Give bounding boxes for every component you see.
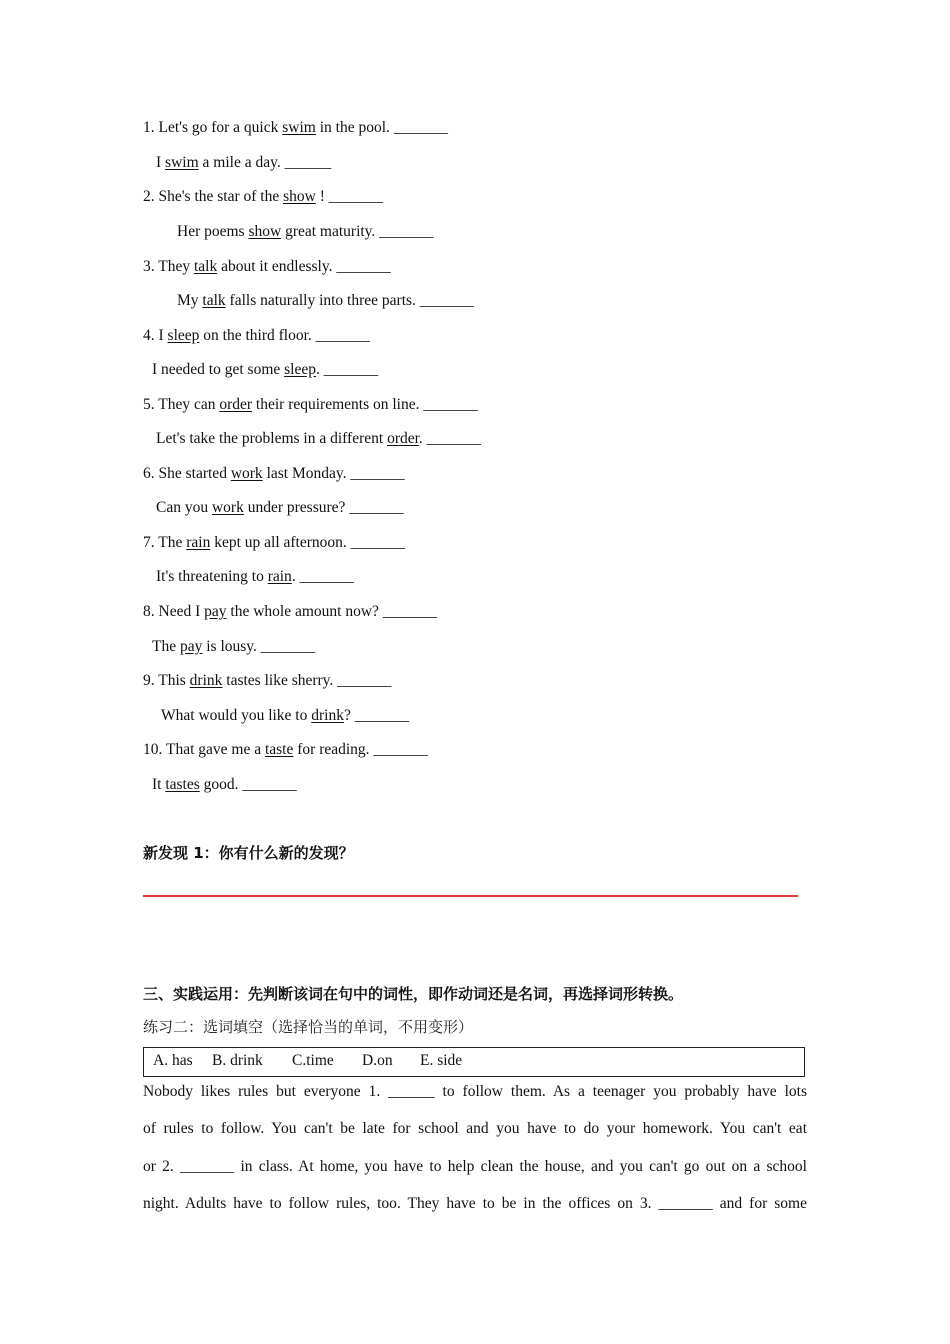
target-word: order (219, 396, 253, 413)
item-1-sentence-b: I swim a mile a day. ______ (156, 154, 332, 171)
target-word: show (248, 223, 282, 240)
target-word: tastes (165, 776, 200, 793)
target-word: taste (264, 741, 294, 758)
passage-line-4: night. Adults have to follow rules, too. They have to be in the offices on 3. _______ and for some (143, 1195, 807, 1212)
item-9-sentence-b: What would you like to drink? _______ (161, 707, 409, 724)
option-a: A. has (153, 1052, 193, 1069)
item-8-sentence-b: The pay is lousy. _______ (152, 638, 316, 655)
target-word: work (230, 465, 263, 482)
section3-title: 三、实践运用：先判断该词在句中的词性，即作动词还是名词，再选择词形转换。 (143, 985, 684, 1003)
item-4-sentence-a: 4. I sleep on the third floor. _______ (143, 327, 370, 344)
discovery-title: 新发现 1：你有什么新的发现？ (143, 844, 354, 862)
item-8-sentence-a: 8. Need I pay the whole amount now? _______ (143, 603, 438, 620)
answer-line (143, 895, 798, 897)
target-word: pay (204, 603, 227, 620)
item-3-sentence-b: My talk falls naturally into three parts. _______ (177, 292, 475, 309)
item-9-sentence-a: 9. This drink tastes like sherry. _______ (143, 672, 392, 689)
passage-line-1: Nobody likes rules but everyone 1. ______ to follow them. As a teenager you probably have lots (143, 1083, 807, 1100)
target-word: rain (267, 568, 292, 585)
word-options-box (143, 1047, 805, 1077)
option-d: D.on (362, 1052, 393, 1069)
passage-line-2: of rules to follow. You can't be late for school and you have to do your homework. You can't eat (143, 1120, 807, 1137)
item-2-sentence-b: Her poems show great maturity. _______ (177, 223, 434, 240)
passage-line-3: or 2. _______ in class. At home, you have to help clean the house, and you can't go out on a school (143, 1158, 807, 1175)
item-3-sentence-a: 3. They talk about it endlessly. _______ (143, 258, 391, 275)
target-word: order (387, 430, 419, 447)
target-word: swim (282, 119, 316, 136)
item-5-sentence-a: 5. They can order their requirements on line. _______ (143, 396, 478, 413)
target-word: talk (193, 258, 218, 275)
target-word: talk (202, 292, 226, 309)
section3-subtitle: 练习二：选词填空（选择恰当的单词，不用变形） (143, 1018, 474, 1036)
target-word: work (211, 499, 244, 516)
target-word: pay (179, 638, 203, 655)
target-word: sleep (284, 361, 316, 378)
item-6-sentence-a: 6. She started work last Monday. _______ (143, 465, 405, 482)
target-word: rain (186, 534, 211, 551)
option-c: C.time (292, 1052, 334, 1069)
item-7-sentence-a: 7. The rain kept up all afternoon. _______ (143, 534, 405, 551)
target-word: sleep (167, 327, 200, 344)
item-10-sentence-a: 10. That gave me a taste for reading. _______ (143, 741, 428, 758)
target-word: drink (311, 707, 344, 724)
option-b: B. drink (212, 1052, 263, 1069)
item-5-sentence-b: Let's take the problems in a different order. _______ (156, 430, 481, 447)
item-7-sentence-b: It's threatening to rain. _______ (156, 568, 354, 585)
target-word: swim (165, 154, 199, 171)
item-6-sentence-b: Can you work under pressure? _______ (156, 499, 404, 516)
option-e: E. side (420, 1052, 463, 1069)
item-1-sentence-a: 1. Let's go for a quick swim in the pool. _______ (143, 119, 449, 136)
target-word: show (283, 188, 316, 205)
item-2-sentence-a: 2. She's the star of the show ! _______ (143, 188, 384, 205)
item-4-sentence-b: I needed to get some sleep. _______ (152, 361, 378, 378)
item-10-sentence-b: It tastes good. _______ (152, 776, 297, 793)
target-word: drink (189, 672, 223, 689)
